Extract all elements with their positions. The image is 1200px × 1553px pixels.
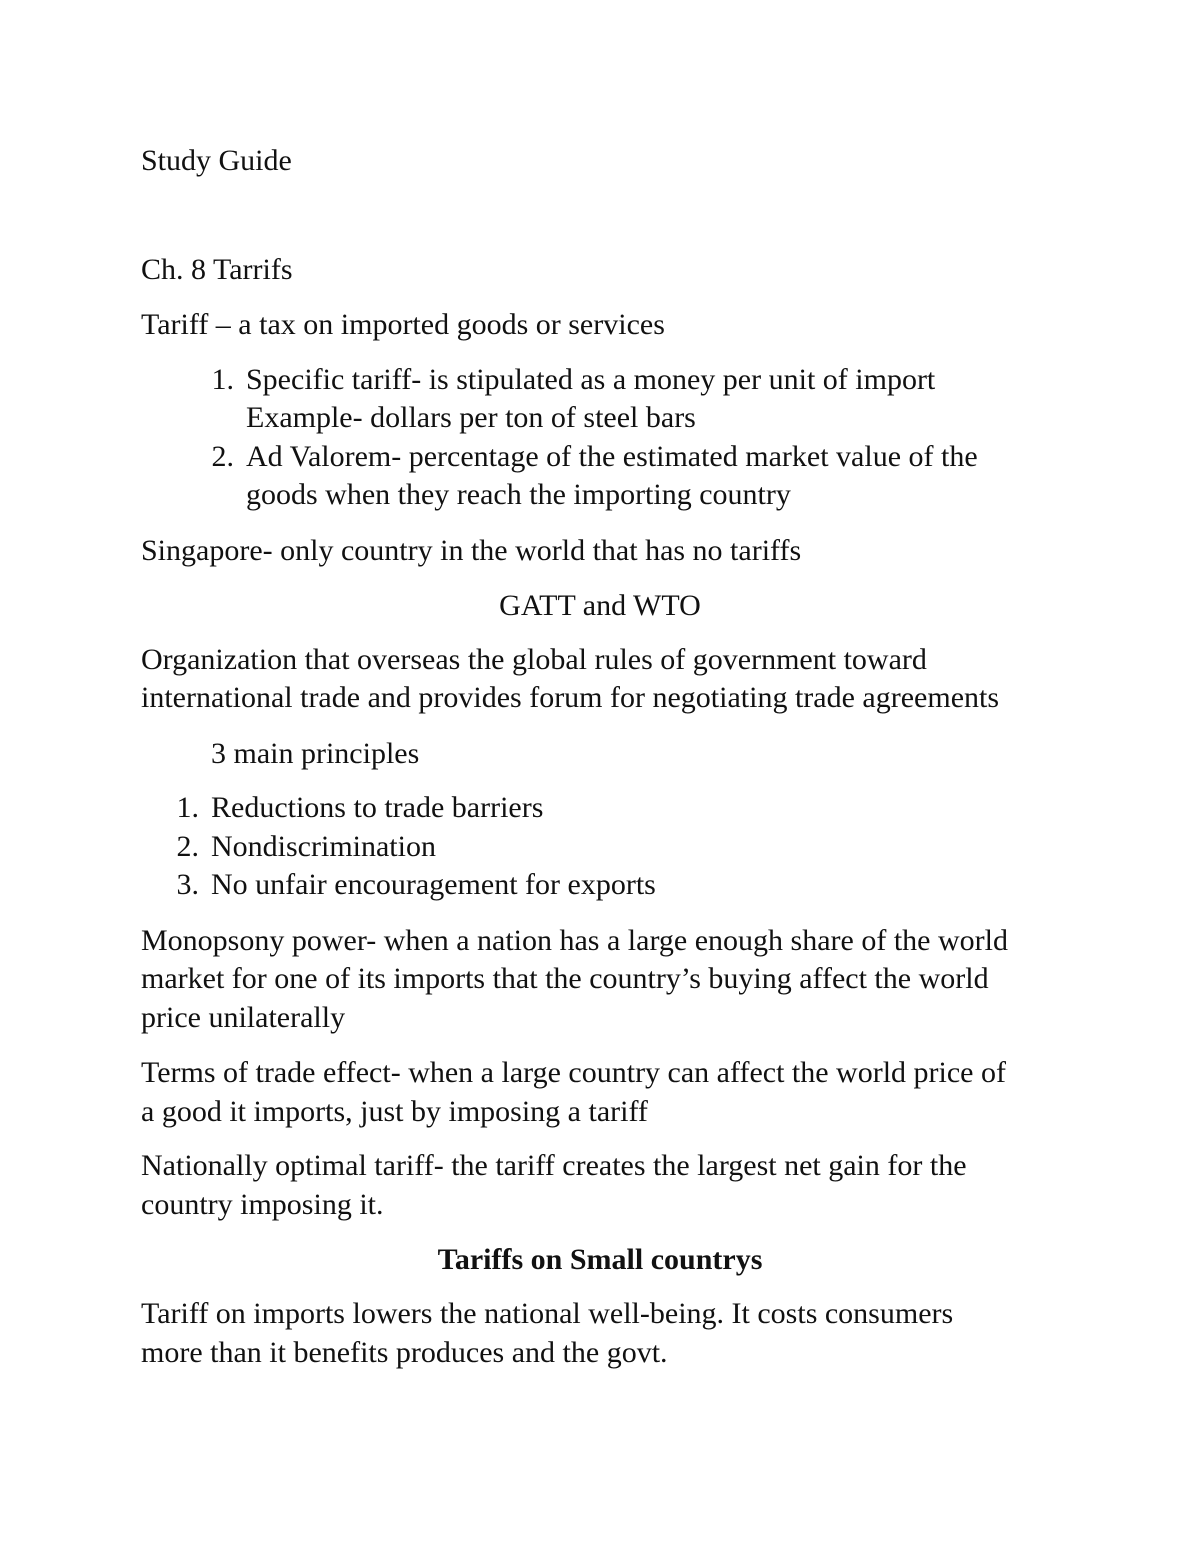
list-item-number: 1. <box>176 791 199 824</box>
singapore-note: Singapore- only country in the world that has no tariffs <box>141 534 802 567</box>
list-item-text: Specific tariff- is stipulated as a money per unit of import <box>246 363 936 396</box>
terms-of-trade-text: Terms of trade effect- when a large country can affect the world price of <box>141 1056 1006 1089</box>
document-title: Study Guide <box>141 144 292 177</box>
monopsony-text: price unilaterally <box>141 1001 346 1034</box>
monopsony-text: Monopsony power- when a nation has a large enough share of the world <box>141 924 1008 957</box>
optimal-tariff-text: country imposing it. <box>141 1188 384 1221</box>
list-item-text: Nondiscrimination <box>211 830 436 863</box>
small-countries-text: more than it benefits produces and the govt. <box>141 1336 668 1369</box>
list-item-text: goods when they reach the importing country <box>246 478 791 511</box>
list-item-number: 2. <box>211 440 234 473</box>
list-item-number: 3. <box>176 868 199 901</box>
section-heading: GATT and WTO <box>499 589 701 622</box>
list-item-text: Ad Valorem- percentage of the estimated market value of the <box>246 440 978 473</box>
list-item-number: 2. <box>176 830 199 863</box>
list-item-number: 1. <box>211 363 234 396</box>
optimal-tariff-text: Nationally optimal tariff- the tariff creates the largest net gain for the <box>141 1149 967 1182</box>
chapter-heading: Ch. 8 Tarrifs <box>141 253 293 286</box>
list-item-text: Reductions to trade barriers <box>211 791 544 824</box>
monopsony-text: market for one of its imports that the country’s buying affect the world <box>141 962 989 995</box>
small-countries-text: Tariff on imports lowers the national well-being. It costs consumers <box>141 1297 954 1330</box>
organization-text: Organization that overseas the global rules of government toward <box>141 643 927 676</box>
organization-text: international trade and provides forum for negotiating trade agreements <box>141 681 1000 714</box>
list-item-text: Example- dollars per ton of steel bars <box>246 401 696 434</box>
tariff-definition: Tariff – a tax on imported goods or services <box>141 308 665 341</box>
principles-heading: 3 main principles <box>211 737 420 770</box>
section-heading: Tariffs on Small countrys <box>437 1243 763 1276</box>
terms-of-trade-text: a good it imports, just by imposing a tariff <box>141 1095 648 1128</box>
list-item-text: No unfair encouragement for exports <box>211 868 656 901</box>
